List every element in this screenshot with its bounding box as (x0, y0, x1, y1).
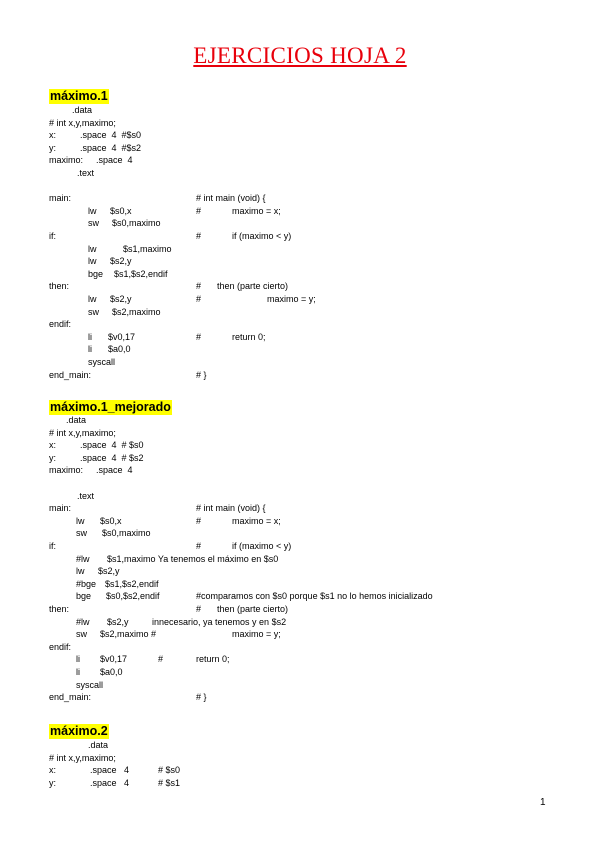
code-token: $s1,$s2,endif (114, 268, 168, 279)
code-token: if: (49, 231, 57, 241)
code-token: maximo = y; (232, 629, 281, 640)
code-token: maximo = x; (232, 205, 281, 216)
code-token: maximo: (49, 465, 84, 476)
code-token: $s2,maximo # (100, 629, 157, 640)
code-token: lw (88, 243, 97, 254)
code-token: .space 4 (96, 155, 133, 166)
code-token: then: (49, 281, 70, 292)
code-token: lw (88, 256, 97, 267)
code-token: 4 (124, 765, 130, 776)
code-token: return 0; (232, 331, 266, 342)
code-token: # (196, 205, 202, 216)
code-token: # int main (void) { (196, 503, 266, 514)
code-token: #comparamos con $s0 porque $s1 no lo hemos inicializado (196, 591, 433, 602)
code-token: $s0,x (110, 205, 132, 216)
code-token: y: (49, 777, 57, 788)
code-token: end_main: (49, 369, 92, 380)
code-token: if (maximo < y) (232, 231, 292, 241)
code-token: $s0,x (100, 515, 122, 526)
code-token: then (parte cierto) (217, 604, 289, 614)
code-token: li (76, 667, 80, 677)
code-token: $v0,17 (100, 654, 128, 665)
code-token: .data (66, 415, 87, 425)
code-token: $a0,0 (108, 344, 131, 355)
code-token: 4 (124, 777, 130, 788)
code-token: # $s0 (158, 765, 181, 776)
code-token: $s2,y (110, 256, 132, 267)
code-token: $s2,y (107, 616, 129, 627)
code-token: #bge (76, 578, 97, 589)
code-token: # (196, 515, 202, 526)
code-token: y: (49, 142, 57, 153)
code-token: $s1,$s2,endif (105, 578, 159, 589)
code-token: .data (88, 740, 109, 750)
code-token: .data (72, 105, 93, 115)
code-token: li (88, 331, 92, 342)
code-token: # (196, 281, 202, 292)
code-token: # int x,y,maximo; (49, 752, 116, 763)
code-token: # int x,y,maximo; (49, 427, 116, 438)
code-token: lw (76, 515, 85, 526)
code-token: .space 4 #$s0 (80, 130, 142, 141)
code-token: main: (49, 503, 72, 514)
code-token: if (maximo < y) (232, 541, 292, 551)
code-token: .space 4 # $s0 (80, 440, 144, 451)
code-token: # int main (void) { (196, 193, 266, 204)
code-token: .space 4 (96, 465, 133, 476)
code-token: x: (49, 765, 57, 776)
code-token: # (196, 331, 202, 342)
code-token: $s0,$s2,endif (106, 591, 160, 602)
code-token: # (196, 541, 202, 551)
code-token: bge (76, 591, 92, 602)
code-token: bge (88, 268, 104, 279)
code-token: end_main: (49, 692, 92, 703)
code-token: $s2,y (110, 294, 132, 304)
code-token: lw (88, 294, 97, 304)
code-token: sw (76, 629, 87, 640)
code-token: main: (49, 193, 72, 204)
code-token: $v0,17 (108, 331, 136, 342)
section-heading: máximo.1 (50, 89, 108, 103)
code-token: x: (49, 130, 57, 141)
code-token: # (196, 294, 202, 304)
code-token: $s1,maximo Ya tenemos el máximo en $s0 (107, 553, 279, 564)
code-token: sw (88, 306, 99, 317)
page-number: 1 (540, 797, 546, 808)
code-token: x: (49, 440, 57, 451)
code-token: # int x,y,maximo; (49, 117, 116, 128)
code-token: maximo = x; (232, 515, 281, 526)
code-token: # } (196, 369, 207, 380)
code-token: endif: (49, 319, 72, 330)
code-token: maximo = y; (267, 294, 316, 304)
code-token: sw (88, 218, 99, 229)
code-token: #lw (76, 553, 90, 564)
code-token: sw (76, 528, 87, 539)
code-token: syscall (88, 357, 116, 367)
code-token: lw (76, 566, 85, 577)
code-token: $s2,y (98, 566, 120, 577)
code-token: syscall (76, 679, 104, 690)
code-token: innecesario, ya tenemos y en $s2 (152, 616, 287, 627)
code-token: $a0,0 (100, 667, 123, 677)
code-token: endif: (49, 641, 72, 652)
code-token: .space 4 # $s2 (80, 452, 144, 463)
section-heading: máximo.1_mejorado (50, 400, 171, 414)
code-token: # (196, 604, 202, 614)
section-heading: máximo.2 (50, 724, 108, 738)
code-token: .text (77, 168, 95, 178)
code-token: $s0,maximo (102, 528, 151, 539)
code-token: y: (49, 452, 57, 463)
code-token: return 0; (196, 654, 230, 665)
code-token: .space (90, 765, 117, 776)
code-token: $s1,maximo (123, 243, 172, 254)
code-token: if: (49, 541, 57, 551)
code-token: $s2,maximo (112, 306, 161, 317)
code-token: # $s1 (158, 777, 181, 788)
code-token: then: (49, 604, 70, 614)
code-token: li (76, 654, 80, 665)
code-token: #lw (76, 616, 90, 627)
code-token: lw (88, 205, 97, 216)
code-token: li (88, 344, 92, 355)
page-title: EJERCICIOS HOJA 2 (193, 43, 407, 68)
code-token: .space 4 #$s2 (80, 142, 142, 153)
code-token: .text (77, 490, 95, 501)
code-token: $s0,maximo (112, 218, 161, 229)
code-token: maximo: (49, 155, 84, 166)
code-token: then (parte cierto) (217, 281, 289, 292)
code-token: # (196, 231, 202, 241)
code-token: # (158, 654, 164, 665)
code-token: .space (90, 777, 117, 788)
code-token: # } (196, 692, 207, 703)
